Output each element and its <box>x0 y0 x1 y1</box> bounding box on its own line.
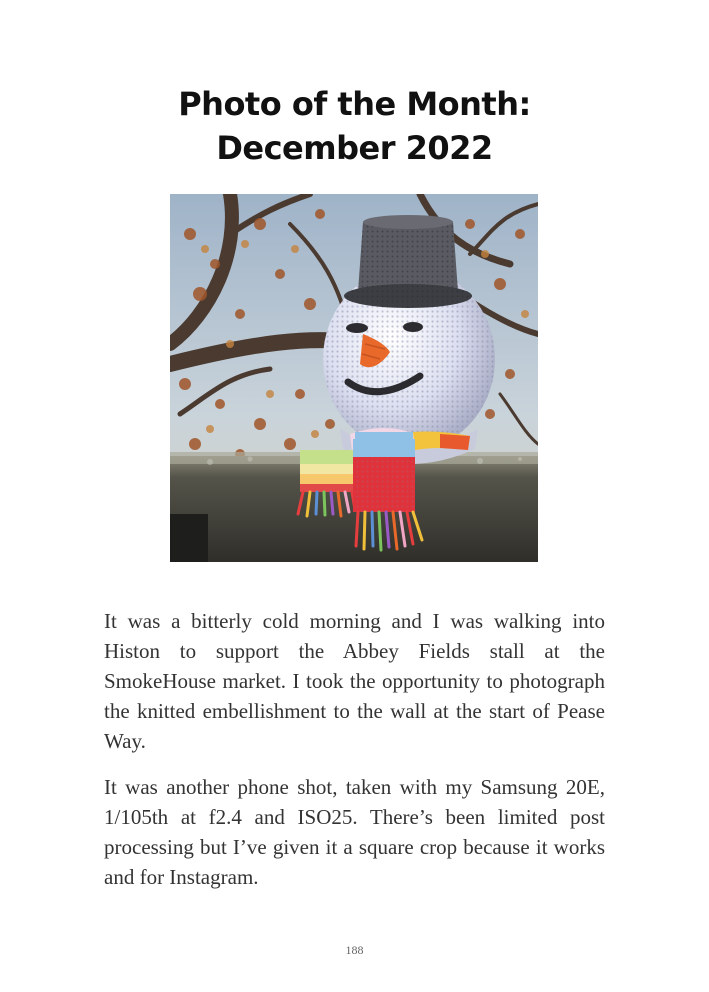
snowman-photo <box>170 194 538 562</box>
title-line-2: December 2022 <box>216 129 493 167</box>
paragraph-1: It was a bitterly cold morning and I was walking into Histon to support the Abbey Fields stall at the SmokeHouse market. I took the opportunity to photograph the knitted embellishment to the wall at the start of Pease Way. <box>104 609 605 753</box>
paragraph-2: It was another phone shot, taken with my Samsung 20E, 1/105th at f2.4 and ISO25. There’s been limited post processing but I’ve given it a square crop because it works and for Instagram. <box>104 775 605 889</box>
title-line-1: Photo of the Month: <box>178 85 531 123</box>
page-number: 188 <box>345 943 364 957</box>
page-title <box>0 82 709 170</box>
